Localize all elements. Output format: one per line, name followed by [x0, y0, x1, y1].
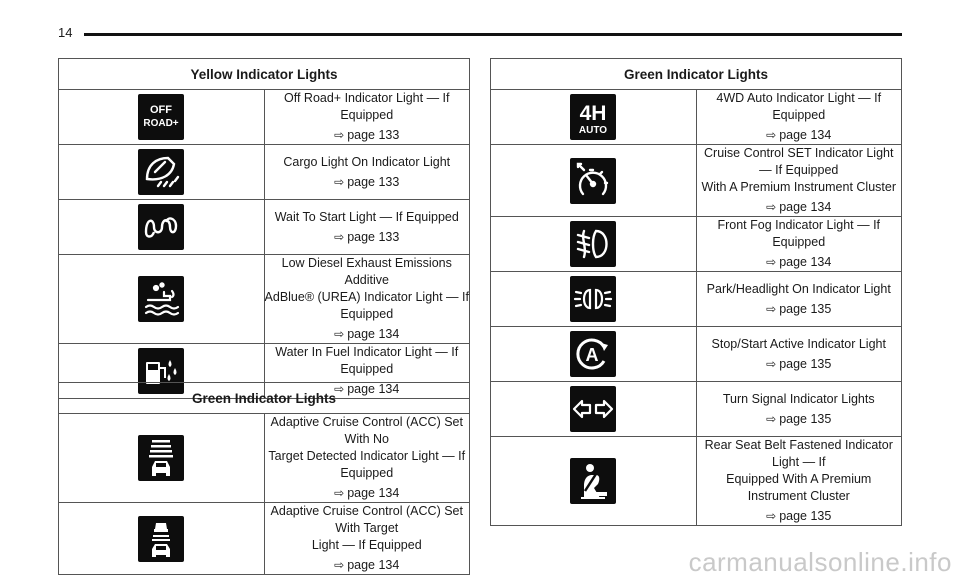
page-reference: [697, 411, 902, 428]
off-road-top-text: OFF: [150, 104, 173, 116]
row-description: Stop/Start Active Indicator Light: [711, 336, 886, 351]
green-indicator-table-right: [490, 58, 902, 526]
row-description: Target Detected Indicator Light — If Equipped: [268, 449, 466, 480]
front-fog-icon: [570, 221, 616, 267]
row-description: 4WD Auto Indicator Light — If Equipped: [716, 91, 882, 122]
row-description: Park/Headlight On Indicator Light: [706, 281, 891, 296]
yellow-indicator-table: [58, 58, 470, 399]
rear-seat-belt-icon: [570, 458, 616, 504]
stop-start-letter: A: [585, 345, 599, 365]
row-description: Adaptive Cruise Control (ACC) Set With Target: [270, 504, 463, 535]
4wd-top-text: 4H: [579, 102, 607, 125]
page-reference-text: page 134: [347, 382, 400, 396]
table-row: [59, 145, 470, 200]
page-reference-text: page 135: [779, 509, 832, 523]
page-reference: [265, 127, 470, 144]
arrow-right-icon: ⇨: [334, 229, 345, 244]
table-row: [59, 200, 470, 255]
page-reference-text: page 134: [347, 558, 400, 572]
cargo-light-icon: [138, 149, 184, 195]
page-reference: [697, 199, 902, 216]
table-row: [491, 327, 902, 382]
4wd-bottom-text: AUTO: [579, 125, 608, 136]
arrow-right-icon: ⇨: [334, 174, 345, 189]
row-description: Light — If Equipped: [311, 538, 422, 552]
page-reference: [697, 254, 902, 271]
arrow-right-icon: ⇨: [334, 128, 345, 142]
row-description: Cargo Light On Indicator Light: [283, 154, 451, 169]
page-number: 14: [58, 25, 73, 40]
table-row: [59, 255, 470, 344]
table-title: Yellow Indicator Lights: [59, 59, 470, 90]
page-reference-text: page 135: [779, 411, 832, 426]
page-reference-text: page 134: [779, 255, 832, 269]
stop-start-icon: [570, 331, 616, 377]
table-row: [59, 503, 470, 575]
table-title: Green Indicator Lights: [59, 383, 470, 414]
arrow-right-icon: ⇨: [766, 255, 777, 269]
page-reference: [265, 229, 470, 246]
page-reference: [697, 301, 902, 318]
row-description: Low Diesel Exhaust Emissions Additive: [281, 256, 452, 287]
turn-signal-icon: [570, 386, 616, 432]
table-row: [491, 272, 902, 327]
page-reference: [265, 174, 470, 191]
page-reference-text: page 134: [779, 200, 832, 214]
page-reference-text: page 133: [347, 229, 400, 244]
row-description: Wait To Start Light — If Equipped: [274, 209, 459, 224]
arrow-right-icon: ⇨: [766, 411, 777, 426]
page-reference-text: page 134: [347, 486, 400, 500]
page-reference: [265, 485, 470, 502]
arrow-right-icon: ⇨: [334, 382, 345, 396]
row-description: Turn Signal Indicator Lights: [722, 391, 875, 406]
page-reference-text: page 133: [347, 174, 400, 189]
row-description: Water In Fuel Indicator Light — If Equipped: [275, 345, 459, 376]
page-reference-text: page 133: [347, 128, 400, 142]
page-reference: [265, 326, 470, 343]
row-description: AdBlue® (UREA) Indicator Light — If Equipped: [264, 290, 469, 321]
page-reference: [697, 356, 902, 373]
off-road-plus-icon: [138, 94, 184, 140]
wait-to-start-icon: [138, 204, 184, 250]
table-title: Green Indicator Lights: [491, 59, 902, 90]
green-indicator-table-left: [58, 382, 470, 575]
row-description: Equipped With A Premium Instrument Cluster: [726, 472, 872, 503]
park-headlight-icon: [570, 276, 616, 322]
arrow-right-icon: ⇨: [334, 486, 345, 500]
diesel-exhaust-fluid-icon: [138, 276, 184, 322]
table-row: [491, 437, 902, 526]
header-rule: [84, 33, 902, 36]
row-description: Rear Seat Belt Fastened Indicator Light — If: [704, 438, 893, 469]
arrow-right-icon: ⇨: [766, 356, 777, 371]
acc-no-target-icon: [138, 435, 184, 481]
page-reference-text: page 134: [347, 327, 400, 341]
row-description: With A Premium Instrument Cluster: [701, 180, 896, 194]
acc-with-target-icon: [138, 516, 184, 562]
off-road-bottom-text: ROAD+: [143, 118, 179, 129]
page-reference-text: page 134: [779, 128, 832, 142]
page-reference-text: page 135: [779, 301, 832, 316]
4wd-auto-icon: [570, 94, 616, 140]
table-row: [491, 382, 902, 437]
page-reference-text: page 135: [779, 356, 832, 371]
arrow-right-icon: ⇨: [766, 509, 777, 523]
table-row: [59, 414, 470, 503]
page-reference: [697, 508, 902, 525]
table-row: [491, 145, 902, 217]
table-row: [59, 90, 470, 145]
arrow-right-icon: ⇨: [766, 128, 777, 142]
table-row: [491, 90, 902, 145]
arrow-right-icon: ⇨: [334, 558, 345, 572]
page-reference: [697, 127, 902, 144]
row-description: Adaptive Cruise Control (ACC) Set With No: [270, 415, 463, 446]
arrow-right-icon: ⇨: [334, 327, 345, 341]
cruise-set-icon: [570, 158, 616, 204]
row-description: Cruise Control SET Indicator Light — If Equipped: [704, 146, 894, 177]
row-description: Off Road+ Indicator Light — If Equipped: [284, 91, 450, 122]
page-reference: [265, 557, 470, 574]
watermark: carmanualsonline.info: [688, 547, 952, 577]
row-description: Front Fog Indicator Light — If Equipped: [717, 218, 881, 249]
table-row: [491, 217, 902, 272]
arrow-right-icon: ⇨: [766, 200, 777, 214]
arrow-right-icon: ⇨: [766, 301, 777, 316]
